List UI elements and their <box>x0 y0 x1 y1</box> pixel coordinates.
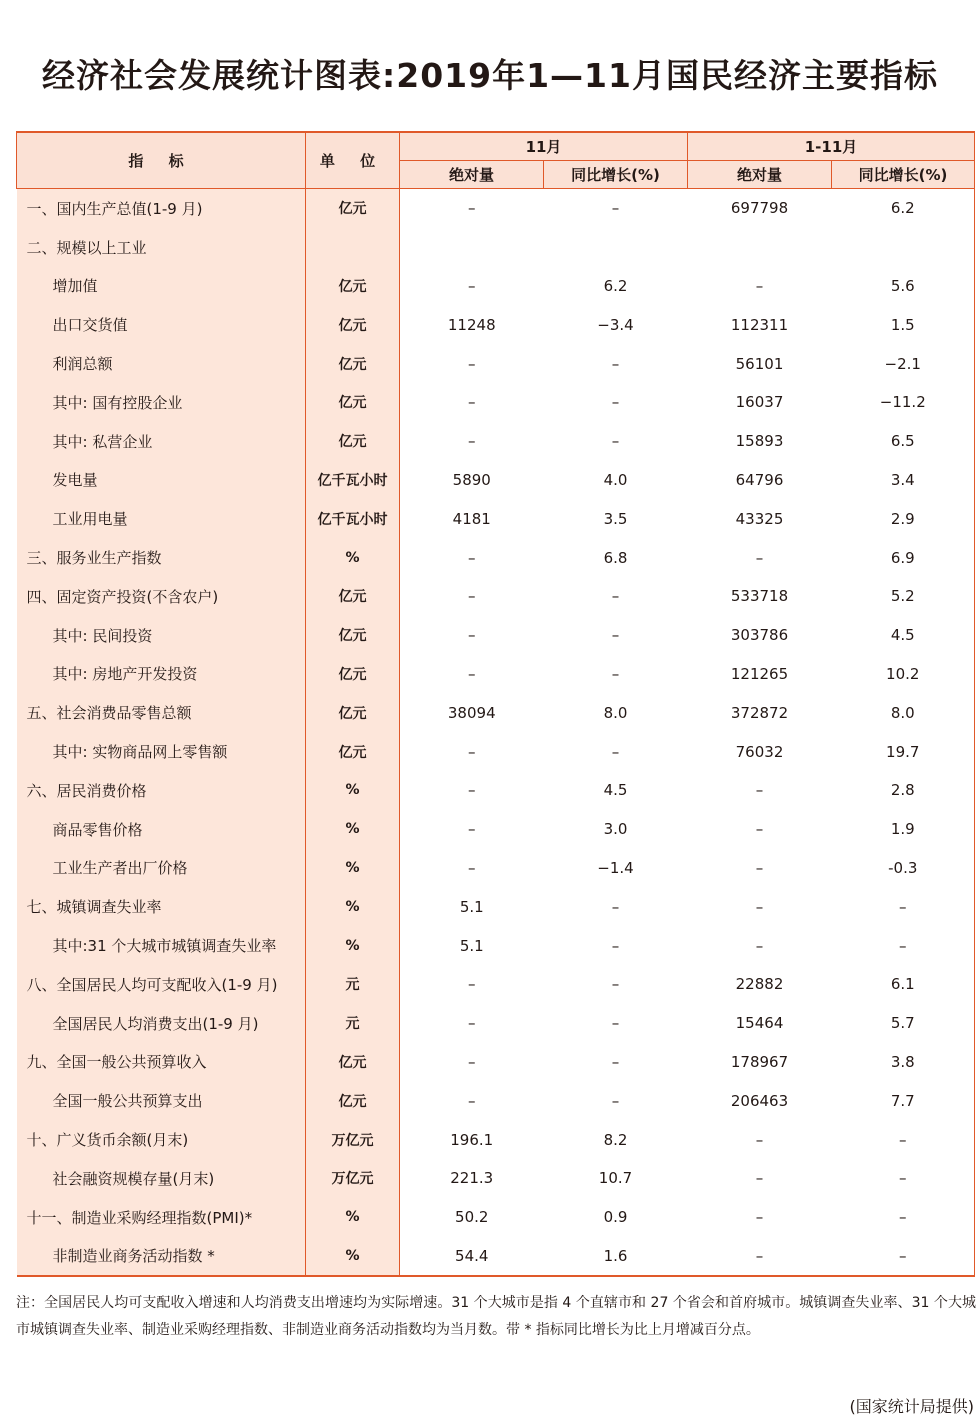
indicator-cell <box>17 693 306 732</box>
indicator-cell <box>17 1004 306 1043</box>
indicator-cell <box>17 616 306 655</box>
indicator-label: 其中: 房地产开发投资 <box>52 665 198 684</box>
indicator-label: 全国一般公共预算支出 <box>52 1092 203 1111</box>
table-row <box>17 461 975 500</box>
month-absolute-cell: – <box>400 1043 544 1082</box>
indicator-label: 商品零售价格 <box>52 820 143 839</box>
header-month-absolute: 绝对量 <box>400 161 544 189</box>
indicator-cell <box>17 383 306 422</box>
ytd-growth-cell: – <box>832 1237 975 1277</box>
source-credit: (国家统计局提供) <box>849 1397 974 1416</box>
month-absolute-cell: – <box>400 849 544 888</box>
ytd-growth-cell: 5.6 <box>832 267 975 306</box>
month-absolute-cell: – <box>400 616 544 655</box>
header-period-month: 11月 <box>400 132 688 161</box>
ytd-absolute-cell: – <box>688 810 832 849</box>
unit-cell: 亿元 <box>306 1081 400 1120</box>
table-row <box>17 693 975 732</box>
month-growth-cell: – <box>544 189 688 228</box>
indicator-cell <box>17 849 306 888</box>
month-absolute-cell: – <box>400 267 544 306</box>
month-growth-cell: 0.9 <box>544 1198 688 1237</box>
unit-cell: 亿元 <box>306 1043 400 1082</box>
month-growth-cell: 3.0 <box>544 810 688 849</box>
month-growth-cell: – <box>544 616 688 655</box>
table-row <box>17 771 975 810</box>
ytd-absolute-cell: 178967 <box>688 1043 832 1082</box>
unit-cell: 亿元 <box>306 693 400 732</box>
ytd-growth-cell: 2.8 <box>832 771 975 810</box>
month-absolute-cell: – <box>400 771 544 810</box>
table-row <box>17 499 975 538</box>
indicator-label: 工业生产者出厂价格 <box>52 859 188 878</box>
indicator-cell <box>17 1237 306 1277</box>
unit-cell: 万亿元 <box>306 1120 400 1159</box>
month-absolute-cell: – <box>400 1004 544 1043</box>
month-absolute-cell: 11248 <box>400 305 544 344</box>
indicator-cell <box>17 887 306 926</box>
table-row <box>17 1237 975 1277</box>
ytd-growth-cell: −2.1 <box>832 344 975 383</box>
indicator-cell <box>17 267 306 306</box>
indicator-label: 利润总额 <box>52 355 113 374</box>
indicator-label: 十一、制造业采购经理指数(PMI)* <box>26 1208 253 1227</box>
ytd-growth-cell: 5.7 <box>832 1004 975 1043</box>
table-row <box>17 926 975 965</box>
table-row <box>17 810 975 849</box>
month-growth-cell: – <box>544 344 688 383</box>
indicator-label: 其中: 私营企业 <box>52 432 153 451</box>
indicator-label: 工业用电量 <box>52 510 128 529</box>
indicator-cell <box>17 1198 306 1237</box>
table-row <box>17 267 975 306</box>
indicator-label: 五、社会消费品零售总额 <box>26 704 192 723</box>
month-absolute-cell: – <box>400 383 544 422</box>
ytd-absolute-cell <box>688 228 832 267</box>
month-growth-cell: 3.5 <box>544 499 688 538</box>
table-row <box>17 616 975 655</box>
table-row <box>17 887 975 926</box>
month-absolute-cell: 4181 <box>400 499 544 538</box>
table-row <box>17 1159 975 1198</box>
ytd-growth-cell: -0.3 <box>832 849 975 888</box>
indicator-cell <box>17 732 306 771</box>
indicator-label: 其中: 国有控股企业 <box>52 393 183 412</box>
unit-cell: 亿元 <box>306 383 400 422</box>
month-absolute-cell: 5890 <box>400 461 544 500</box>
indicator-label: 二、规模以上工业 <box>26 238 147 257</box>
table-body <box>17 189 975 1277</box>
unit-cell: 亿元 <box>306 189 400 228</box>
ytd-growth-cell: −11.2 <box>832 383 975 422</box>
month-growth-cell: 4.0 <box>544 461 688 500</box>
month-growth-cell: 8.2 <box>544 1120 688 1159</box>
table-row <box>17 422 975 461</box>
indicator-label: 九、全国一般公共预算收入 <box>26 1053 207 1072</box>
month-absolute-cell: 221.3 <box>400 1159 544 1198</box>
indicator-label: 其中:31 个大城市城镇调查失业率 <box>52 937 277 956</box>
table-row <box>17 1081 975 1120</box>
header-period-ytd: 1-11月 <box>688 132 975 161</box>
indicator-label: 四、固定资产投资(不含农户) <box>26 587 219 606</box>
month-growth-cell: – <box>544 577 688 616</box>
indicators-table-wrapper <box>16 131 974 1277</box>
indicator-label: 全国居民人均消费支出(1-9 月) <box>52 1014 259 1033</box>
unit-cell: % <box>306 849 400 888</box>
header-month-growth: 同比增长(%) <box>544 161 688 189</box>
table-row <box>17 732 975 771</box>
unit-cell: % <box>306 926 400 965</box>
ytd-absolute-cell: 112311 <box>688 305 832 344</box>
ytd-absolute-cell: 76032 <box>688 732 832 771</box>
indicator-cell <box>17 926 306 965</box>
unit-cell: % <box>306 538 400 577</box>
unit-cell: % <box>306 1237 400 1277</box>
page-title: 经济社会发展统计图表:2019年1—11月国民经济主要指标 <box>42 56 938 95</box>
month-absolute-cell: 50.2 <box>400 1198 544 1237</box>
unit-cell: 亿千瓦小时 <box>306 499 400 538</box>
unit-cell: 亿元 <box>306 305 400 344</box>
unit-cell: % <box>306 810 400 849</box>
month-growth-cell: – <box>544 1043 688 1082</box>
indicator-cell <box>17 771 306 810</box>
indicator-label: 六、居民消费价格 <box>26 781 147 800</box>
ytd-growth-cell: 6.5 <box>832 422 975 461</box>
unit-cell: 亿元 <box>306 732 400 771</box>
ytd-absolute-cell: 697798 <box>688 189 832 228</box>
month-growth-cell: 8.0 <box>544 693 688 732</box>
indicator-label: 七、城镇调查失业率 <box>26 898 162 917</box>
indicator-label: 八、全国居民人均可支配收入(1-9 月) <box>26 975 278 994</box>
month-growth-cell: – <box>544 1004 688 1043</box>
month-growth-cell: 6.8 <box>544 538 688 577</box>
indicator-cell <box>17 305 306 344</box>
indicator-label: 其中: 实物商品网上零售额 <box>52 743 228 762</box>
table-row <box>17 305 975 344</box>
ytd-absolute-cell: 533718 <box>688 577 832 616</box>
ytd-growth-cell: 6.1 <box>832 965 975 1004</box>
unit-cell: % <box>306 771 400 810</box>
table-row <box>17 189 975 228</box>
unit-cell: 亿元 <box>306 655 400 694</box>
unit-cell: 亿元 <box>306 577 400 616</box>
month-absolute-cell: – <box>400 1081 544 1120</box>
ytd-growth-cell: 1.5 <box>832 305 975 344</box>
header-indicator: 指 标 <box>17 132 306 189</box>
month-growth-cell: −3.4 <box>544 305 688 344</box>
ytd-growth-cell: – <box>832 1159 975 1198</box>
month-absolute-cell: 38094 <box>400 693 544 732</box>
header-ytd-growth: 同比增长(%) <box>832 161 975 189</box>
unit-cell: 元 <box>306 1004 400 1043</box>
indicator-cell <box>17 577 306 616</box>
month-growth-cell: – <box>544 383 688 422</box>
table-row <box>17 538 975 577</box>
ytd-growth-cell: 2.9 <box>832 499 975 538</box>
ytd-growth-cell: 8.0 <box>832 693 975 732</box>
indicator-cell <box>17 965 306 1004</box>
month-absolute-cell: – <box>400 810 544 849</box>
ytd-absolute-cell: 372872 <box>688 693 832 732</box>
month-absolute-cell: 5.1 <box>400 926 544 965</box>
ytd-growth-cell: 4.5 <box>832 616 975 655</box>
ytd-growth-cell: – <box>832 1198 975 1237</box>
ytd-growth-cell: 5.2 <box>832 577 975 616</box>
footnote: 注：全国居民人均可支配收入增速和人均消费支出增速均为实际增速。31 个大城市是指 4 个直辖市和 27 个省会和首府城市。城镇调查失业率、31 个大城市城镇调查失业率、制造业采购经理指数、非制造业商务活动指数均为当月数。带 * 指标同比增长为比上月增减百分点。 <box>16 1295 976 1338</box>
ytd-growth-cell: – <box>832 1120 975 1159</box>
month-growth-cell: 4.5 <box>544 771 688 810</box>
ytd-growth-cell: – <box>832 887 975 926</box>
indicator-label: 十、广义货币余额(月末) <box>26 1131 189 1150</box>
ytd-absolute-cell: 15893 <box>688 422 832 461</box>
ytd-absolute-cell: 303786 <box>688 616 832 655</box>
month-growth-cell <box>544 228 688 267</box>
ytd-absolute-cell: – <box>688 538 832 577</box>
month-growth-cell: 1.6 <box>544 1237 688 1277</box>
unit-cell: 亿元 <box>306 422 400 461</box>
ytd-absolute-cell: – <box>688 771 832 810</box>
month-absolute-cell: – <box>400 965 544 1004</box>
indicator-cell <box>17 228 306 267</box>
indicator-label: 一、国内生产总值(1-9 月) <box>26 199 203 218</box>
month-growth-cell: – <box>544 1081 688 1120</box>
indicator-cell <box>17 1081 306 1120</box>
ytd-growth-cell: – <box>832 926 975 965</box>
month-growth-cell: – <box>544 732 688 771</box>
indicator-cell <box>17 655 306 694</box>
ytd-absolute-cell: 206463 <box>688 1081 832 1120</box>
table-row <box>17 1198 975 1237</box>
table-row <box>17 1043 975 1082</box>
ytd-absolute-cell: 56101 <box>688 344 832 383</box>
month-absolute-cell: 196.1 <box>400 1120 544 1159</box>
month-absolute-cell: – <box>400 577 544 616</box>
ytd-growth-cell <box>832 228 975 267</box>
month-absolute-cell: 54.4 <box>400 1237 544 1277</box>
table-row <box>17 849 975 888</box>
indicator-cell <box>17 422 306 461</box>
ytd-growth-cell: 3.4 <box>832 461 975 500</box>
indicators-table <box>16 131 975 1277</box>
ytd-absolute-cell: 22882 <box>688 965 832 1004</box>
unit-cell: 亿千瓦小时 <box>306 461 400 500</box>
month-absolute-cell: – <box>400 732 544 771</box>
table-row <box>17 344 975 383</box>
month-absolute-cell: – <box>400 538 544 577</box>
indicator-label: 三、服务业生产指数 <box>26 549 162 568</box>
table-row <box>17 1120 975 1159</box>
unit-cell: 万亿元 <box>306 1159 400 1198</box>
unit-cell: % <box>306 1198 400 1237</box>
table-row <box>17 1004 975 1043</box>
ytd-absolute-cell: 43325 <box>688 499 832 538</box>
indicator-cell <box>17 189 306 228</box>
table-row <box>17 383 975 422</box>
table-header <box>17 132 975 189</box>
unit-cell: 元 <box>306 965 400 1004</box>
indicator-cell <box>17 461 306 500</box>
indicator-cell <box>17 1159 306 1198</box>
unit-cell: % <box>306 887 400 926</box>
indicator-label: 其中: 民间投资 <box>52 626 153 645</box>
month-absolute-cell: – <box>400 189 544 228</box>
ytd-absolute-cell: – <box>688 887 832 926</box>
ytd-growth-cell: 6.2 <box>832 189 975 228</box>
month-growth-cell: −1.4 <box>544 849 688 888</box>
indicator-cell <box>17 1043 306 1082</box>
month-absolute-cell <box>400 228 544 267</box>
ytd-growth-cell: 3.8 <box>832 1043 975 1082</box>
unit-cell <box>306 228 400 267</box>
month-absolute-cell: – <box>400 655 544 694</box>
indicator-label: 发电量 <box>52 471 98 490</box>
indicator-label: 出口交货值 <box>52 316 128 335</box>
indicator-label: 增加值 <box>52 277 98 296</box>
ytd-absolute-cell: – <box>688 1159 832 1198</box>
ytd-absolute-cell: 64796 <box>688 461 832 500</box>
indicator-cell <box>17 499 306 538</box>
indicator-cell <box>17 1120 306 1159</box>
indicator-cell <box>17 538 306 577</box>
unit-cell: 亿元 <box>306 616 400 655</box>
ytd-growth-cell: 1.9 <box>832 810 975 849</box>
table-row <box>17 577 975 616</box>
header-ytd-absolute: 绝对量 <box>688 161 832 189</box>
indicator-cell <box>17 810 306 849</box>
ytd-absolute-cell: – <box>688 1198 832 1237</box>
ytd-absolute-cell: – <box>688 926 832 965</box>
month-growth-cell: – <box>544 926 688 965</box>
indicator-label: 非制造业商务活动指数 * <box>52 1247 215 1266</box>
month-growth-cell: – <box>544 422 688 461</box>
month-absolute-cell: – <box>400 344 544 383</box>
month-growth-cell: 10.7 <box>544 1159 688 1198</box>
ytd-growth-cell: 10.2 <box>832 655 975 694</box>
header-unit: 单 位 <box>306 132 400 189</box>
ytd-growth-cell: 19.7 <box>832 732 975 771</box>
ytd-absolute-cell: – <box>688 267 832 306</box>
month-growth-cell: 6.2 <box>544 267 688 306</box>
month-growth-cell: – <box>544 655 688 694</box>
unit-cell: 亿元 <box>306 267 400 306</box>
ytd-growth-cell: 7.7 <box>832 1081 975 1120</box>
month-absolute-cell: 5.1 <box>400 887 544 926</box>
month-absolute-cell: – <box>400 422 544 461</box>
table-row <box>17 965 975 1004</box>
ytd-absolute-cell: 16037 <box>688 383 832 422</box>
table-row <box>17 228 975 267</box>
ytd-absolute-cell: – <box>688 1237 832 1277</box>
indicator-label: 社会融资规模存量(月末) <box>52 1169 215 1188</box>
month-growth-cell: – <box>544 887 688 926</box>
table-row <box>17 655 975 694</box>
ytd-absolute-cell: – <box>688 849 832 888</box>
indicator-cell <box>17 344 306 383</box>
ytd-absolute-cell: 15464 <box>688 1004 832 1043</box>
month-growth-cell: – <box>544 965 688 1004</box>
ytd-absolute-cell: 121265 <box>688 655 832 694</box>
ytd-growth-cell: 6.9 <box>832 538 975 577</box>
unit-cell: 亿元 <box>306 344 400 383</box>
ytd-absolute-cell: – <box>688 1120 832 1159</box>
